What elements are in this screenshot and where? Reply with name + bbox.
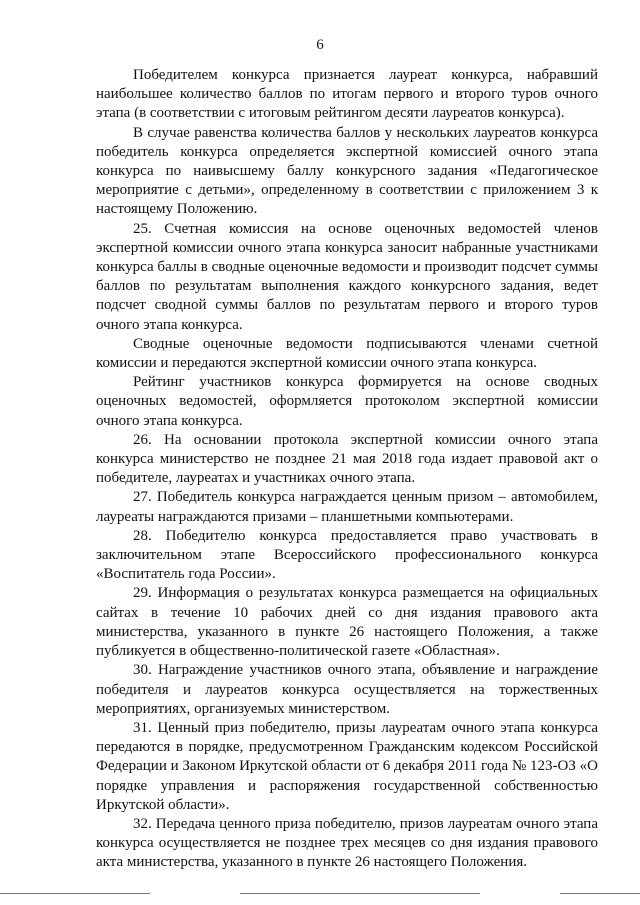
document-body [96,66,598,873]
paragraph-item-27: 27. Победитель конкурса награждается ценным призом – автомобилем, лауреаты награждаются призами – планшетными компьютерами. [96,489,598,525]
paragraph-item-30: 30. Награждение участников очного этапа, объявление и награждение победителя и лауреатов конкурса осуществляется на торжественных мероприятиях, организуемых министерством. [96,662,598,717]
page-number: 6 [316,37,324,53]
scan-mark-left [0,893,150,894]
paragraph-rating: Рейтинг участников конкурса формируется на основе сводных оценочных ведомостей, оформляется протоколом экспертной комиссии очного этапа конкурса. [96,374,598,429]
scan-edge-marks [0,893,640,896]
paragraph-winner-definition: Победителем конкурса признается лауреат конкурса, набравший наибольшее количество баллов по итогам первого и второго туров очного этапа (в соответствии с итоговым рейтингом десяти лауреатов конкурса). [96,67,598,122]
paragraph-summary-sheets: Сводные оценочные ведомости подписываются членами счетной комиссии и передаются экспертной комиссии очного этапа конкурса. [96,335,598,372]
scan-mark-center [240,893,480,894]
paragraph-item-31: 31. Ценный приз победителю, призы лауреатам очного этапа конкурса передаются в порядке, предусмотренном Гражданским кодексом Российской Федерации и Законом Иркутской области от 6 декабря 2011 года № 123-ОЗ «О порядке управления и распоряжения государственной собственностью Иркутской области». [96,719,598,813]
paragraph-item-32: 32. Передача ценного приза победителю, призов лауреатам очного этапа конкурса осуществляется не позднее трех месяцев со дня издания правового акта министерства, указанного в пункте 26 настоящего Положения. [96,815,598,871]
paragraph-item-26: 26. На основании протокола экспертной комиссии очного этапа конкурса министерство не позднее 21 мая 2018 года издает правовой акт о победителе, лауреатах и участниках очного этапа. [96,431,598,487]
paragraph-tie-rule: В случае равенства количества баллов у нескольких лауреатов конкурса победитель конкурса определяется экспертной комиссией очного этапа конкурса по наивысшему баллу конкурсного задания «Педагогическое мероприятие с детьми», определенному в соответствии с приложением 3 к настоящему Положению. [96,124,598,218]
paragraph-item-28: 28. Победителю конкурса предоставляется право участвовать в заключительном этапе Всероссийского профессионального конкурса «Воспитатель года России». [96,527,598,583]
paragraph-item-29: 29. Информация о результатах конкурса размещается на официальных сайтах в течение 10 рабочих дней со дня издания правового акта министерства, указанного в пункте 26 настоящего Положения, а также публикуется в общественно-политической газете «Областная». [96,585,598,660]
paragraph-item-25: 25. Счетная комиссия на основе оценочных ведомостей членов экспертной комиссии очного этапа конкурса заносит набранные участниками конкурса баллы в сводные оценочные ведомости и производит подсчет суммы баллов по результатам выполнения каждого конкурсного задания, ведет подсчет сводной суммы баллов по результатам первого и второго туров очного этапа конкурса. [96,220,598,333]
scan-mark-right [560,893,640,894]
